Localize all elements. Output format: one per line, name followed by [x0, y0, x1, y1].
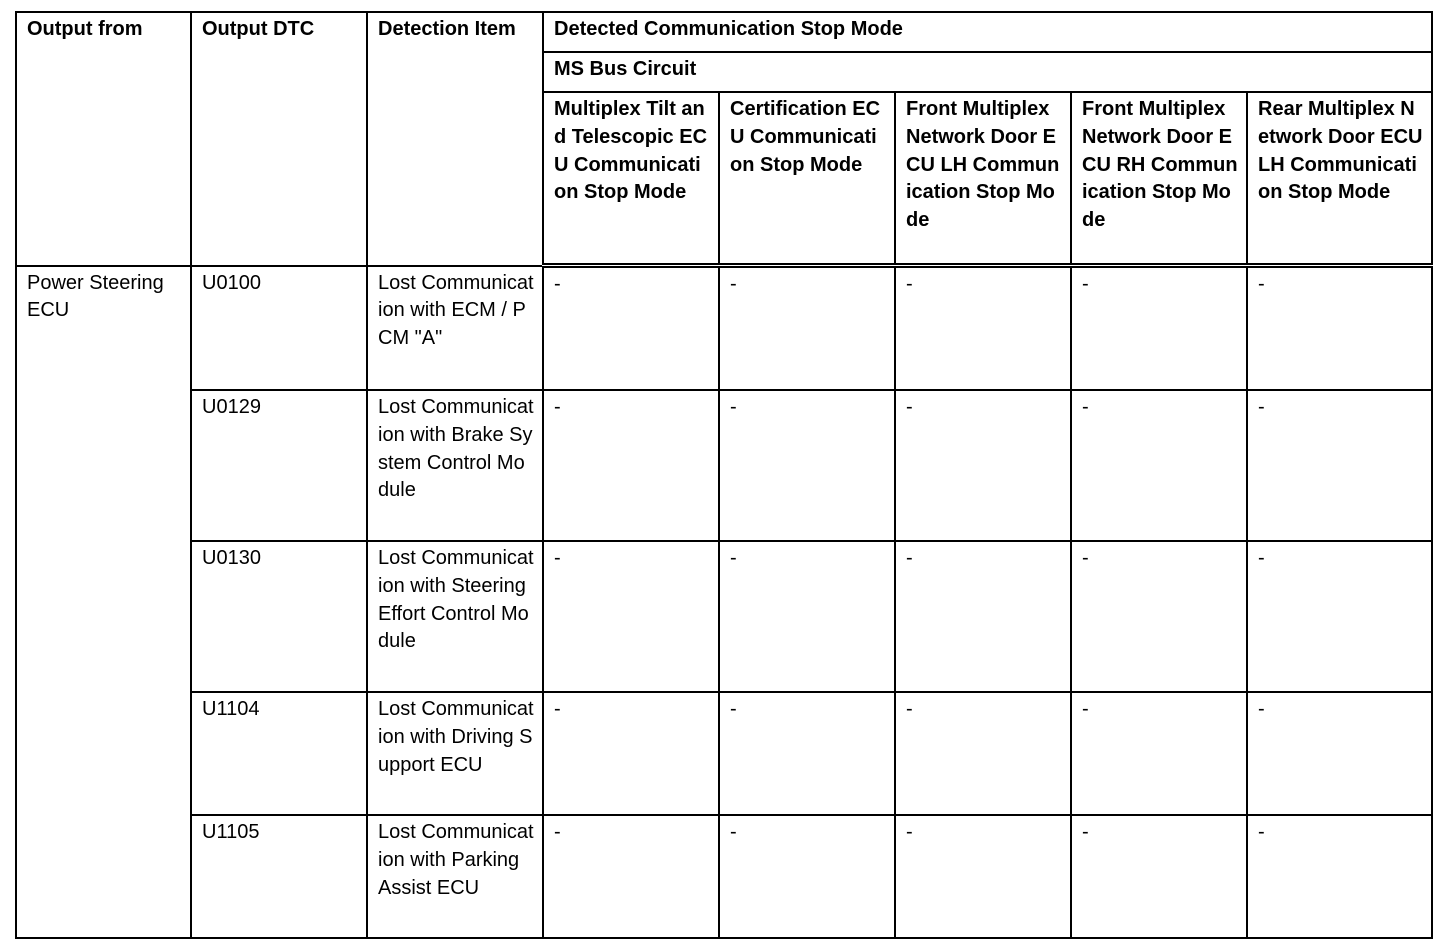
header-ms-bus-circuit: MS Bus Circuit	[543, 52, 1432, 92]
header-output-from: Output from	[16, 12, 191, 266]
header-detection-item: Detection Item	[367, 12, 543, 266]
stop-mode-value-cell: -	[895, 692, 1071, 815]
stop-mode-value-cell: -	[719, 390, 895, 541]
stop-mode-value-cell: -	[1071, 390, 1247, 541]
stop-mode-value-cell: -	[543, 692, 719, 815]
header-stop-mode: Front Multiplex Network Door ECU RH Communication Stop Mode	[1071, 92, 1247, 266]
stop-mode-value-cell: -	[1071, 692, 1247, 815]
dtc-code-cell: U0129	[191, 390, 367, 541]
stop-mode-value-cell: -	[1247, 541, 1432, 692]
detection-item-cell: Lost Communication with Driving Support ECU	[367, 692, 543, 815]
stop-mode-value-cell: -	[895, 541, 1071, 692]
dtc-code-cell: U0100	[191, 266, 367, 391]
stop-mode-value-cell: -	[895, 390, 1071, 541]
detection-item-cell: Lost Communication with ECM / PCM "A"	[367, 266, 543, 391]
stop-mode-value-cell: -	[1071, 815, 1247, 938]
detection-item-cell: Lost Communication with Brake System Control Module	[367, 390, 543, 541]
stop-mode-value-cell: -	[719, 692, 895, 815]
stop-mode-value-cell: -	[1247, 815, 1432, 938]
stop-mode-value-cell: -	[1247, 692, 1432, 815]
header-stop-mode: Certification ECU Communication Stop Mode	[719, 92, 895, 266]
stop-mode-value-cell: -	[895, 266, 1071, 391]
stop-mode-value-cell: -	[1071, 266, 1247, 391]
stop-mode-value-cell: -	[543, 541, 719, 692]
output-from-cell: Power Steering ECU	[16, 266, 191, 939]
table-row	[16, 815, 1432, 938]
header-stop-mode: Front Multiplex Network Door ECU LH Communication Stop Mode	[895, 92, 1071, 266]
stop-mode-value-cell: -	[543, 390, 719, 541]
header-detected-communication-stop-mode: Detected Communication Stop Mode	[543, 12, 1432, 52]
dtc-table	[15, 11, 1433, 939]
stop-mode-value-cell: -	[543, 266, 719, 391]
header-stop-mode: Rear Multiplex Network Door ECU LH Communication Stop Mode	[1247, 92, 1432, 266]
header-stop-mode: Multiplex Tilt and Telescopic ECU Communication Stop Mode	[543, 92, 719, 266]
table-header	[16, 12, 1432, 266]
stop-mode-value-cell: -	[895, 815, 1071, 938]
detection-item-cell: Lost Communication with Steering Effort Control Module	[367, 541, 543, 692]
table-row	[16, 266, 1432, 391]
stop-mode-value-cell: -	[719, 541, 895, 692]
table-row	[16, 541, 1432, 692]
table-body	[16, 266, 1432, 939]
stop-mode-value-cell: -	[1247, 266, 1432, 391]
stop-mode-value-cell: -	[719, 266, 895, 391]
dtc-code-cell: U1104	[191, 692, 367, 815]
dtc-code-cell: U0130	[191, 541, 367, 692]
table-row	[16, 390, 1432, 541]
stop-mode-value-cell: -	[543, 815, 719, 938]
table-row	[16, 692, 1432, 815]
stop-mode-value-cell: -	[1247, 390, 1432, 541]
header-row	[16, 12, 1432, 52]
detection-item-cell: Lost Communication with Parking Assist ECU	[367, 815, 543, 938]
stop-mode-value-cell: -	[719, 815, 895, 938]
dtc-code-cell: U1105	[191, 815, 367, 938]
header-output-dtc: Output DTC	[191, 12, 367, 266]
stop-mode-value-cell: -	[1071, 541, 1247, 692]
